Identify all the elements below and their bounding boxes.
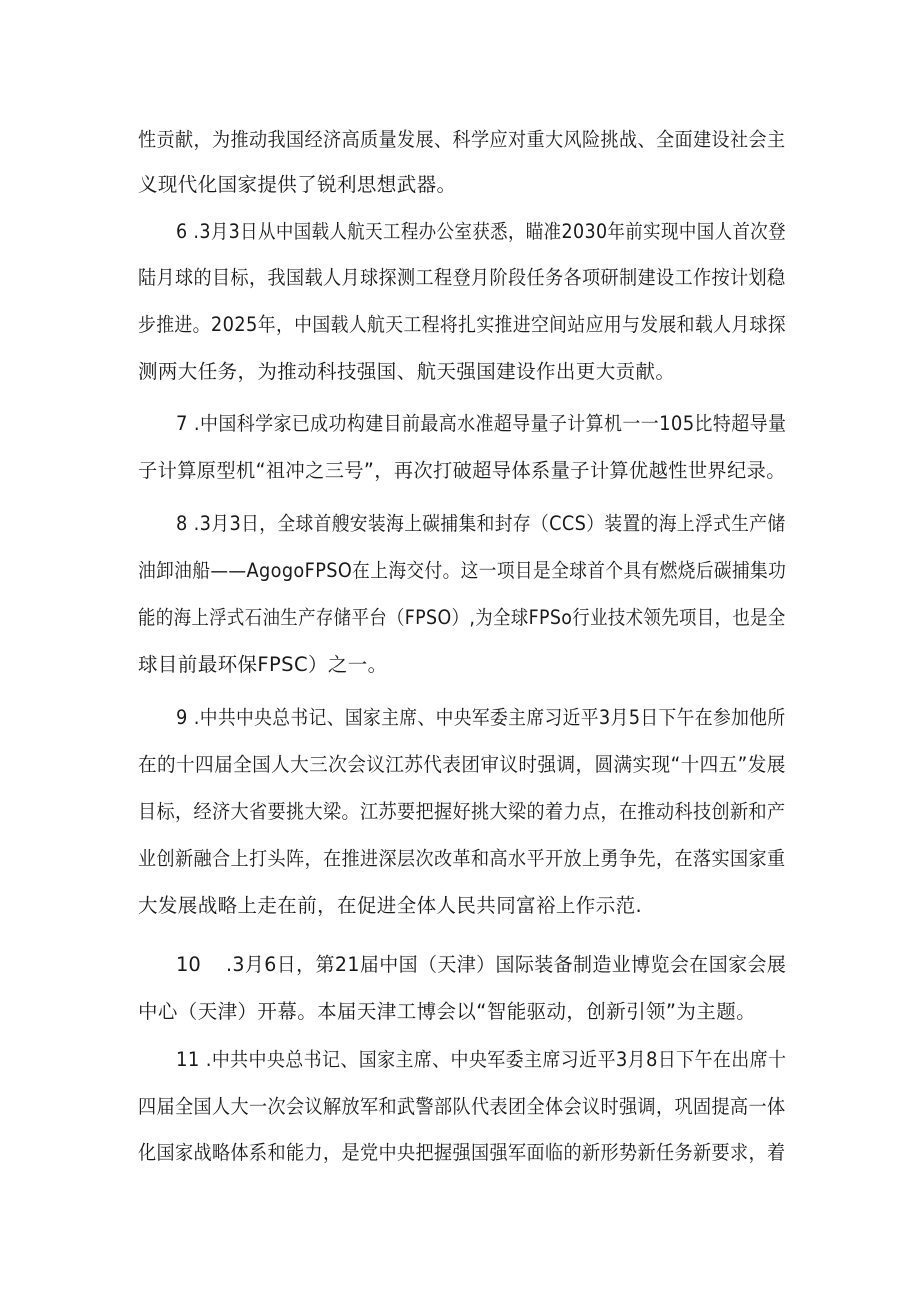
text-line: 9 .中共中央总书记、国家主席、中央军委主席习近平3月5日下午在参加他所 — [176, 706, 786, 729]
text-line: .3月6日，第21届中国（天津）国际装备制造业博览会在国家会展 — [226, 953, 787, 976]
text-line: 中心（天津）开幕。本届天津工博会以“智能驱动，创新引领”为主题。 — [138, 1000, 757, 1023]
text-line: 化国家战略体系和能力，是党中央把握强国强军面临的新形势新任务新要求，着 — [138, 1141, 786, 1164]
text-line: 步推进。2025年，中国载人航天工程将扎实推进空间站应用与发展和载人月球探 — [138, 313, 786, 336]
text-line: 6 .3月3日从中国载人航天工程办公室获悉，瞄准2030年前实现中国人首次登 — [176, 220, 786, 243]
text-line: 在的十四届全国人大三次会议江苏代表团审议时强调，圆满实现“十四五”发展 — [138, 753, 786, 776]
text-line: 大发展战略上走在前，在促进全体人民共同富裕上作示范. — [138, 894, 643, 917]
text-line: 业创新融合上打头阵，在推进深层次改革和高水平开放上勇争先，在落实国家重 — [138, 847, 786, 870]
text-line: 陆月球的目标，我国载人月球探测工程登月阶段任务各项研制建设工作按计划稳 — [138, 266, 786, 289]
text-line: 性贡献，为推动我国经济高质量发展、科学应对重大风险挑战、全面建设社会主 — [138, 128, 786, 151]
item-number: 10 — [176, 953, 201, 976]
text-line: 球目前最环保FPSC）之一。 — [138, 653, 388, 676]
text-line: 测两大任务，为推动科技强国、航天强国建设作出更大贡献。 — [138, 360, 676, 383]
text-line: 油卸油船——AgogoFPSO在上海交付。这一项目是全球首个具有燃烧后碳捕集功 — [138, 559, 787, 582]
text-line: 7 .中国科学家已成功构建目前最高水准超导量子计算机一一105比特超导量 — [176, 412, 787, 435]
text-line: 8 .3月3日，全球首艘安装海上碳捕集和封存（CCS）装置的海上浮式生产储 — [176, 512, 786, 535]
text-line: 能的海上浮式石油生产存储平台（FPSO）,为全球FPSo行业技术领先项目，也是全 — [138, 606, 786, 629]
text-line: 目标，经济大省要挑大梁。江苏要把握好挑大梁的着力点，在推动科技创新和产 — [138, 800, 786, 823]
text-line: 四届全国人大一次会议解放军和武警部队代表团全体会议时强调，巩固提高一体 — [138, 1095, 786, 1118]
text-line: 子计算原型机“祖冲之三号”，再次打破超导体系量子计算优越性世界纪录。 — [138, 459, 786, 482]
text-line: 11 .中共中央总书记、国家主席、中央军委主席习近平3月8日下午在出席十 — [176, 1048, 787, 1071]
text-line: 义现代化国家提供了锐利思想武器。 — [138, 173, 457, 196]
